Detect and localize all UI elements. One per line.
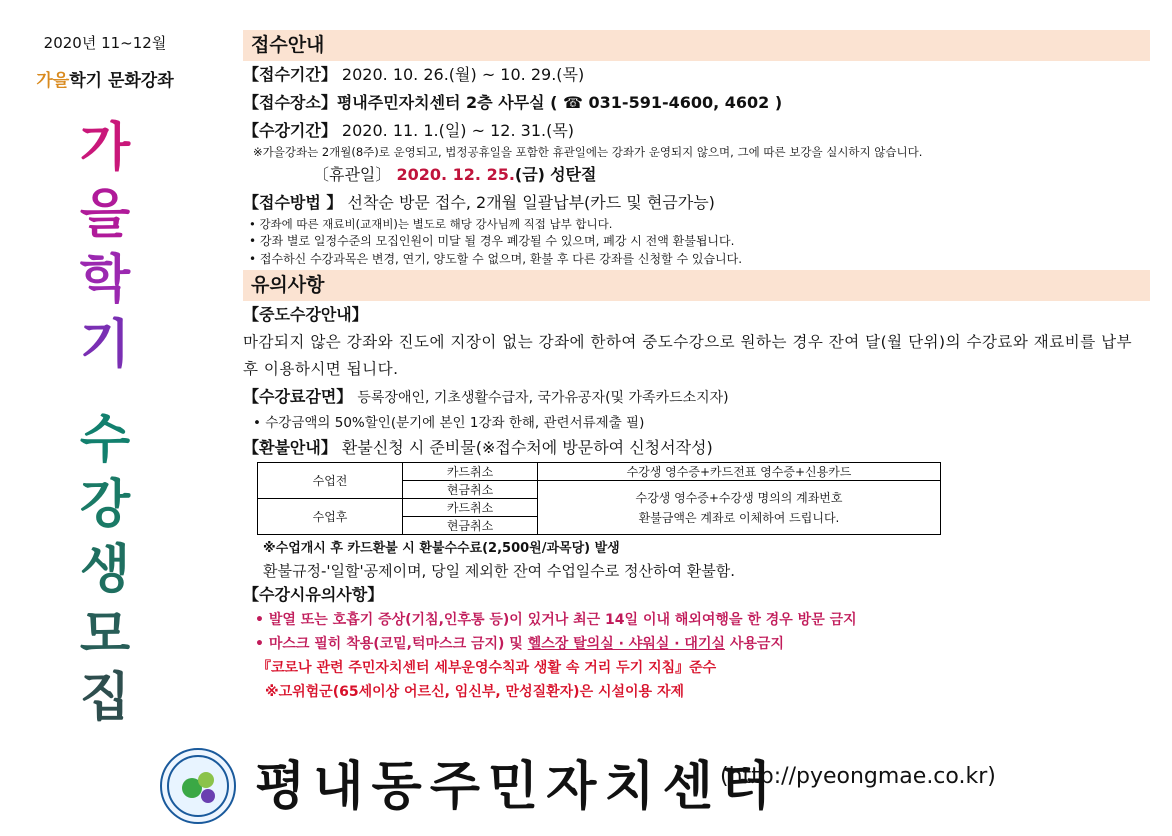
main-content <box>243 30 1150 704</box>
refund-table <box>257 462 941 535</box>
note-item: • 강좌 별로 일정수준의 모집인원이 미달 될 경우 폐강될 수 있으며, 폐강 시 전액 환불됩니다. <box>249 234 735 248</box>
center-logo <box>160 748 236 824</box>
reception-place: 【접수장소】평내주민자치센터 2층 사무실 ( ☎ 031-591-4600, 4602 ) <box>243 93 783 112</box>
table-cell: 현금취소 <box>403 517 538 535</box>
attention-label: 【수강시유의사항】 <box>243 585 384 604</box>
reception-period: 【접수기간】 2020. 10. 26.(월) ~ 10. 29.(목) <box>243 65 585 84</box>
attention-item: 『코로나 관련 주민자치센터 세부운영수칙과 생활 속 거리 두기 지침』준수 <box>257 660 717 676</box>
note-item: • 접수하신 수강과목은 변경, 연기, 양도할 수 없으며, 환불 후 다른 강좌를 신청할 수 있습니다. <box>249 252 743 266</box>
table-cell: 현금취소 <box>403 481 538 499</box>
table-cell: 수강생 영수증+수강생 명의의 계좌번호 환불금액은 계좌로 이체하여 드립니다. <box>538 481 941 535</box>
semester-subtitle: 가을학기 문화강좌 <box>36 71 174 91</box>
mid-enroll-label: 【중도수강안내】 <box>243 305 368 324</box>
refund-rule: 환불규정-'일할'공제이며, 당일 제외한 잔여 수업일수로 정산하여 환불함. <box>263 562 736 580</box>
refund-fee-note: ※수업개시 후 카드환불 시 환불수수료(2,500원/과목당) 발생 <box>263 541 620 556</box>
table-cell: 카드취소 <box>403 499 538 517</box>
table-cell: 수업후 <box>258 499 403 535</box>
vertical-title-char: 을 <box>79 185 131 245</box>
left-column <box>0 0 230 740</box>
fee-discount: 【수강료감면】 등록장애인, 기초생활수급자, 국가유공자(및 가족카드소지자) <box>243 387 729 406</box>
attention-item: ※고위험군(65세이상 어르신, 임신부, 만성질환자)은 시설이용 자제 <box>265 684 684 700</box>
table-row <box>258 463 941 481</box>
reception-notes <box>243 217 1150 269</box>
semester-date: 2020년 11~12월 <box>43 34 167 52</box>
discount-note: • 수강금액의 50%할인(분기에 본인 1강좌 한해, 관련서류제출 필) <box>253 415 645 431</box>
table-cell: 수강생 영수증+카드전표 영수증+신용카드 <box>538 463 941 481</box>
center-name: 평내동주민자치센터 <box>255 757 780 817</box>
vertical-title-char: 집 <box>79 668 131 728</box>
mid-enroll-text: 마감되지 않은 강좌와 진도에 지장이 없는 강좌에 한하여 중도수강으로 원하는 경우 잔여 달(월 단위)의 수강료와 재료비를 납부 후 이용하시면 됩니다. <box>243 333 1133 378</box>
vertical-title-char: 수 <box>79 410 131 470</box>
refund-info: 【환불안내】 환불신청 시 준비물(※접수처에 방문하여 신청서작성) <box>243 438 713 457</box>
section-heading-reception: 접수안내 <box>243 30 1150 61</box>
vertical-title-char: 기 <box>79 315 131 375</box>
course-period: 【수강기간】 2020. 11. 1.(일) ~ 12. 31.(목) <box>243 121 575 140</box>
table-cell: 수업전 <box>258 463 403 499</box>
closed-day: 〔휴관일〕 2020. 12. 25.(금) 성탄절 <box>313 164 597 184</box>
section-heading-caution: 유의사항 <box>243 270 1150 301</box>
footer <box>160 742 1160 822</box>
vertical-title-char: 생 <box>79 540 131 600</box>
vertical-title-char: 학 <box>79 250 131 310</box>
vertical-title-char: 모 <box>79 605 131 665</box>
vertical-title-char: 가 <box>79 118 131 178</box>
reception-method: 【접수방법 】 선착순 방문 접수, 2개월 일괄납부(카드 및 현금가능) <box>243 192 715 212</box>
attention-item: • 마스크 필히 착용(코밑,턱마스크 금지) 및 헬스장 탈의실 · 샤워실 · 대기실 사용금지 <box>255 636 784 652</box>
note-item: • 강좌에 따른 재료비(교재비)는 별도로 해당 강사님께 직접 납부 합니다. <box>249 216 613 231</box>
center-url[interactable]: (http://pyeongmae.co.kr) <box>720 764 996 789</box>
attention-item: • 발열 또는 호흡기 증상(기침,인후통 등)이 있거나 최근 14일 이내 해외여행을 한 경우 방문 금지 <box>255 612 857 628</box>
table-cell: 카드취소 <box>403 463 538 481</box>
vertical-title-char: 강 <box>79 475 131 535</box>
course-note: ※가을강좌는 2개월(8주)로 운영되고, 법정공휴일을 포함한 휴관일에는 강좌가 운영되지 않으며, 그에 따른 보강을 실시하지 않습니다. <box>253 145 923 159</box>
